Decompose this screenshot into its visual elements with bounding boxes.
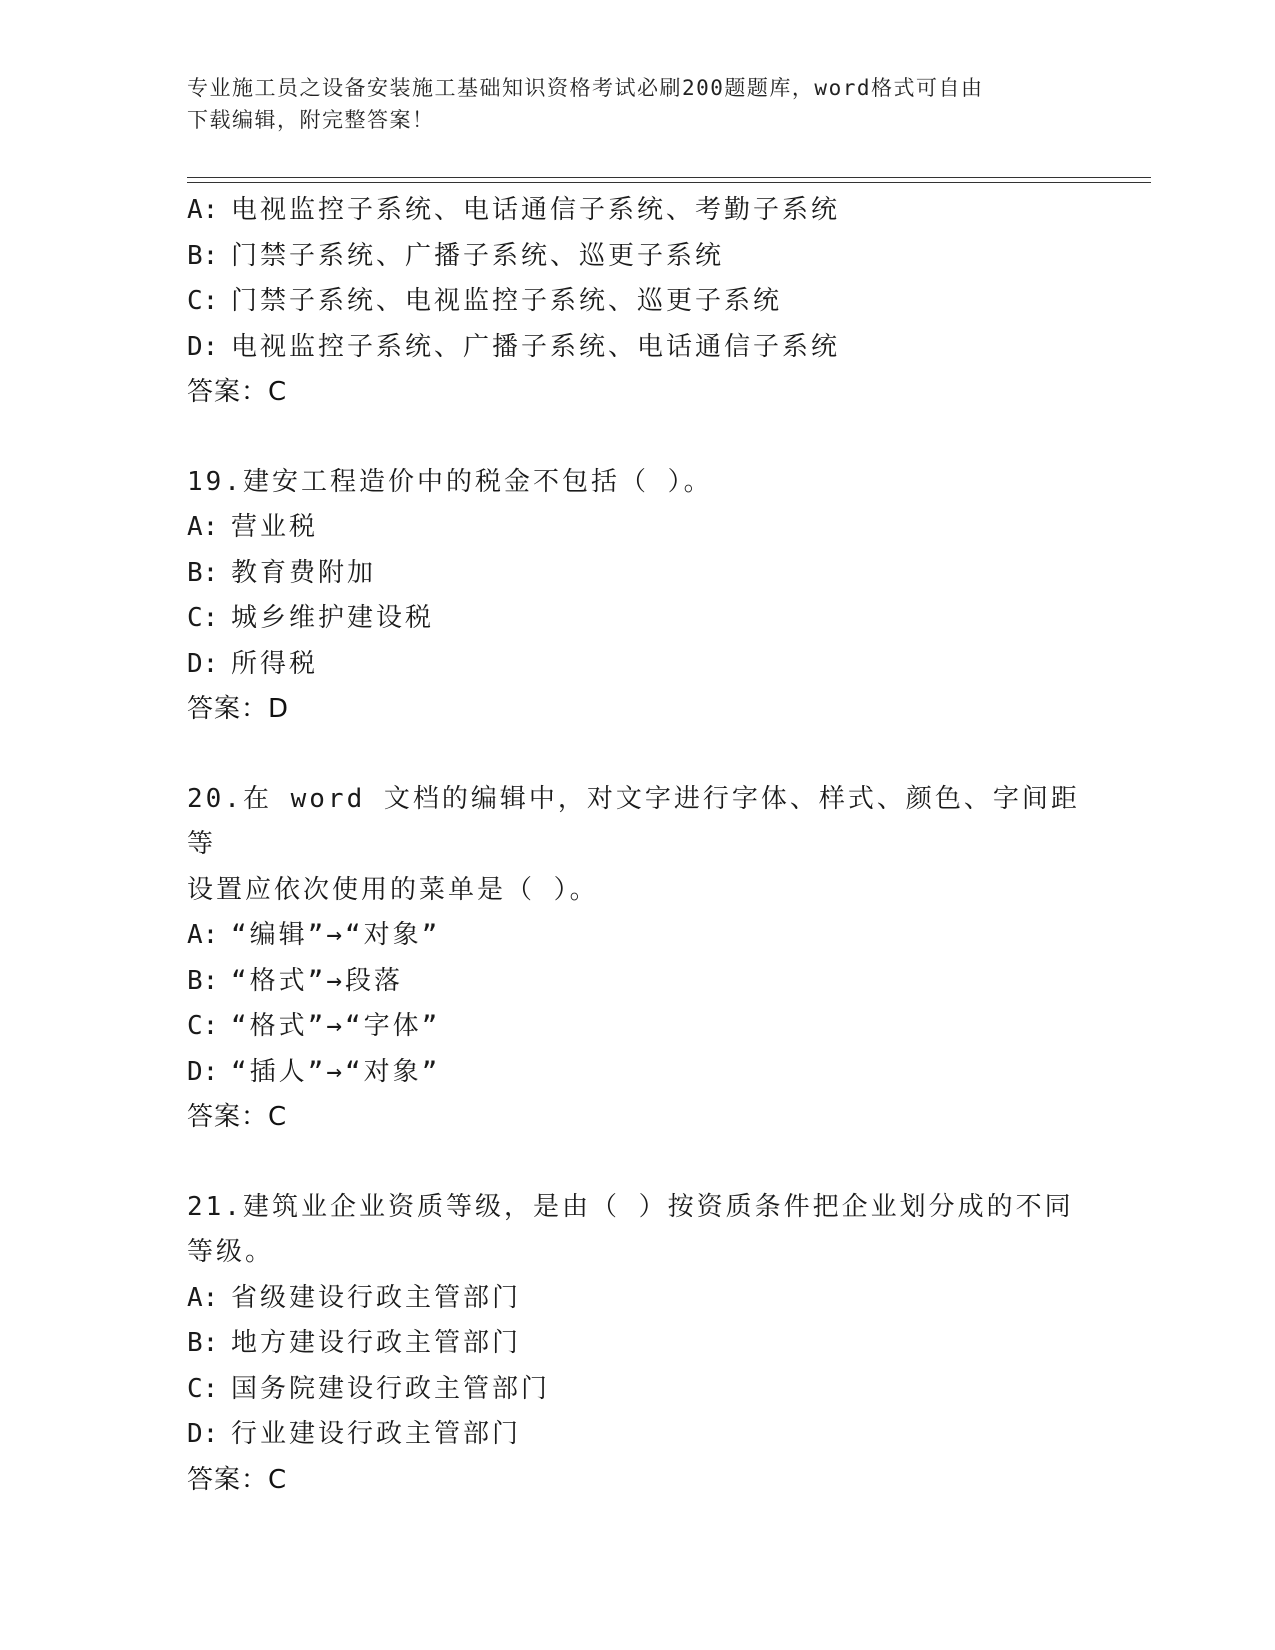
option-text: 电视监控子系统、电话通信子系统、考勤子系统 [231, 195, 841, 225]
question-stem: 20.在 word 文档的编辑中，对文字进行字体、样式、颜色、字间距等 [187, 783, 1080, 859]
question-21 [187, 1185, 1087, 1504]
question-20 [187, 777, 1087, 1141]
header-divider [187, 177, 1151, 183]
option-d [187, 325, 1087, 371]
option-label: B: [187, 240, 219, 271]
option-text: 电视监控子系统、广播子系统、电话通信子系统 [231, 331, 841, 362]
option-text: “插人”→“对象” [231, 1056, 441, 1087]
option-label: C: [187, 286, 219, 316]
option-text: “编辑”→“对象” [231, 920, 441, 950]
question-stem: 19.建安工程造价中的税金不包括（ ）。 [187, 466, 713, 497]
option-a [187, 188, 1087, 234]
option-text: 省级建设行政主管部门 [231, 1282, 522, 1313]
answer-line: 答案：C [187, 1464, 288, 1495]
option-label: A: [187, 1282, 219, 1313]
option-label: A: [187, 512, 219, 542]
option-c [187, 1367, 1087, 1413]
header-title-line-1: 专业施工员之设备安装施工基础知识资格考试必刷200题题库，word格式可自由 [187, 76, 984, 100]
option-label: D: [187, 331, 219, 362]
question-stem: 21.建筑业企业资质等级，是由（ ）按资质条件把企业划分成的不同 [187, 1191, 1074, 1222]
option-text: 教育费附加 [231, 557, 377, 588]
spacer [187, 1141, 1087, 1185]
option-a [187, 505, 1087, 551]
answer-line: 答案：D [187, 694, 290, 724]
option-label: D: [187, 648, 219, 679]
option-c [187, 596, 1087, 642]
option-b [187, 551, 1087, 597]
option-text: “格式”→“字体” [231, 1011, 441, 1041]
option-label: D: [187, 1056, 219, 1087]
option-text: 地方建设行政主管部门 [231, 1328, 522, 1358]
question-19 [187, 460, 1087, 733]
question-list [187, 188, 1087, 1503]
option-c [187, 1004, 1087, 1050]
option-c [187, 279, 1087, 325]
question-stem-continued: 等级。 [187, 1237, 275, 1267]
option-label: B: [187, 965, 219, 996]
option-text: 门禁子系统、广播子系统、巡更子系统 [231, 240, 725, 271]
option-text: 所得税 [231, 648, 319, 679]
option-text: 城乡维护建设税 [231, 603, 435, 633]
question-stem-continued: 设置应依次使用的菜单是（ ）。 [187, 874, 599, 905]
option-text: 国务院建设行政主管部门 [231, 1373, 551, 1404]
option-d [187, 1412, 1087, 1458]
option-b [187, 1321, 1087, 1367]
option-b [187, 234, 1087, 280]
option-label: A: [187, 920, 219, 950]
option-label: C: [187, 1011, 219, 1041]
option-d [187, 642, 1087, 688]
option-label: D: [187, 1419, 219, 1449]
option-label: A: [187, 195, 219, 225]
spacer [187, 416, 1087, 460]
option-label: B: [187, 557, 219, 588]
answer-line: 答案：C [187, 1102, 288, 1132]
option-text: 营业税 [231, 512, 319, 542]
option-text: “格式”→段落 [231, 965, 403, 996]
page-header [187, 72, 1067, 136]
header-title-line-2: 下载编辑，附完整答案！ [187, 108, 435, 132]
option-label: C: [187, 1373, 219, 1404]
option-text: 门禁子系统、电视监控子系统、巡更子系统 [231, 286, 783, 316]
option-text: 行业建设行政主管部门 [231, 1419, 522, 1449]
option-label: C: [187, 603, 219, 633]
option-a [187, 1276, 1087, 1322]
question-18 [187, 188, 1087, 416]
option-b [187, 959, 1087, 1005]
answer-line: 答案：C [187, 377, 288, 407]
spacer [187, 733, 1087, 777]
option-a [187, 913, 1087, 959]
option-d [187, 1050, 1087, 1096]
option-label: B: [187, 1328, 219, 1358]
